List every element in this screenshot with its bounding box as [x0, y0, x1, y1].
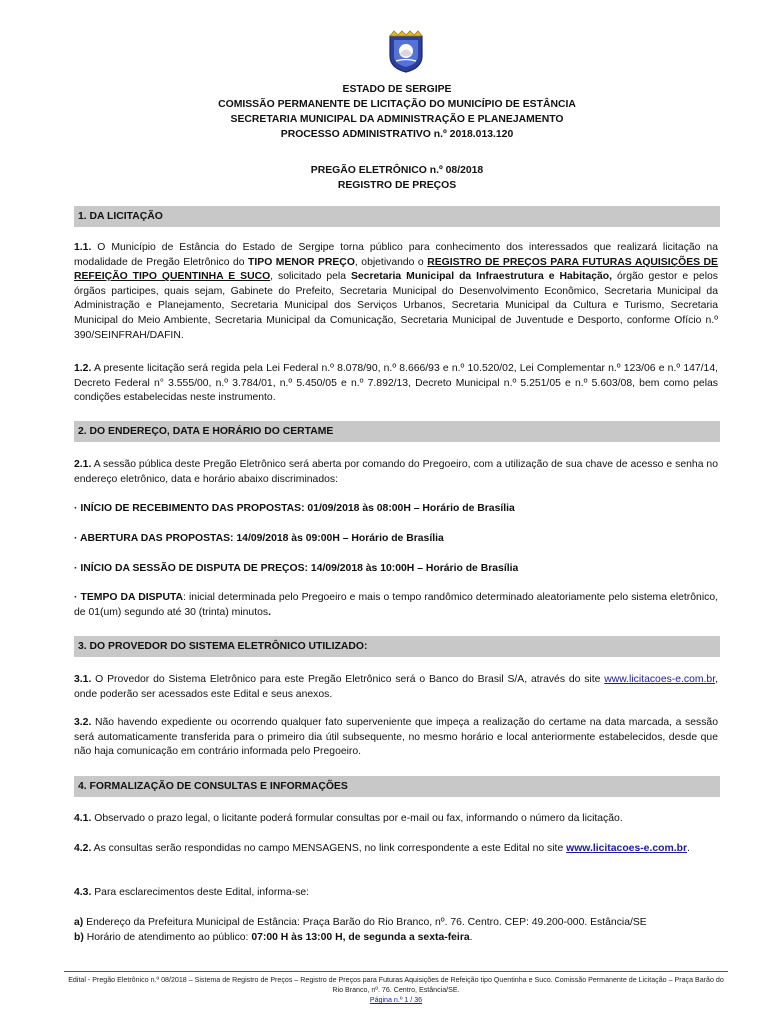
- clause-text: O Provedor do Sistema Eletrônico para este Pregão Eletrônico será o Banco do Brasil S/A, através do site: [91, 674, 605, 685]
- paragraph-1-1: [74, 241, 718, 343]
- page-number: Página n.º 1 / 36: [369, 996, 423, 1004]
- municipal-coat-of-arms-icon: [386, 30, 426, 74]
- clause-text: Observado o prazo legal, o licitante poderá formular consultas por e-mail ou fax, informando o número da licitação.: [91, 813, 623, 824]
- clause-text: As consultas serão respondidas no campo MENSAGENS, no link correspondente a este Edital no site: [91, 843, 567, 854]
- item-label: a): [74, 917, 84, 928]
- clause-text: Endereço da Prefeitura Municipal de Estância: Praça Barão do Rio Branco, nº. 76. Centro. CEP: 49.200-000. Estância/SE: [83, 917, 647, 928]
- header-line-commission: COMISSÃO PERMANENTE DE LICITAÇÃO DO MUNICÍPIO DE ESTÂNCIA: [218, 99, 576, 110]
- date-text: · INÍCIO DA SESSÃO DE DISPUTA DE PREÇOS: 14/09/2018 às 10:00H – Horário de Brasília: [74, 563, 519, 574]
- header-line-state: ESTADO DE SERGIPE: [342, 84, 452, 95]
- paragraph-1-2: [74, 362, 718, 406]
- clause-text: Para esclarecimentos deste Edital, informa-se:: [91, 887, 310, 898]
- pregao-number: PREGÃO ELETRÔNICO n.º 08/2018: [310, 165, 484, 176]
- footer-text: Edital - Pregão Eletrônico n.º 08/2018 – Sistema de Registro de Preços – Registro de Preços para Futuras Aquisições de Refeição tipo Quentinha e Suco. Comissão Permanente de Licitação – Praça Barão do Rio Branco, nº. 76. Centro, Estância/SE.: [68, 976, 724, 994]
- header-line-secretariat: SECRETARIA MUNICIPAL DA ADMINISTRAÇÃO E PLANEJAMENTO: [230, 114, 564, 125]
- section-heading-4: 4. FORMALIZAÇÃO DE CONSULTAS E INFORMAÇÕES: [74, 776, 720, 797]
- clause-text: .: [687, 843, 690, 854]
- clause-number: 1.1.: [74, 242, 92, 253]
- item-a-address: [74, 916, 718, 931]
- header-line-process: PROCESSO ADMINISTRATIVO n.º 2018.013.120: [280, 129, 514, 140]
- licitacoes-link[interactable]: www.licitacoes-e.com.br: [604, 674, 716, 685]
- dispute-time-label: · TEMPO DA DISPUTA: [74, 592, 184, 603]
- clause-text: Horário de atendimento ao público:: [83, 932, 252, 943]
- issuing-authority-header: [74, 82, 720, 142]
- page-footer: [64, 971, 728, 1005]
- clause-number: 4.1.: [74, 813, 92, 824]
- clause-number: 4.2.: [74, 843, 92, 854]
- paragraph-4-2: [74, 842, 718, 857]
- clause-text: , objetivando o: [354, 256, 428, 268]
- clause-object-text: REGISTRO DE PREÇOS PARA FUTURAS AQUISIÇÕES DE REFEIÇÃO TIPO QUENTINHA E SUCO: [74, 256, 718, 283]
- clause-text: órgão gestor e pelos órgãos participes, quais sejam, Gabinete do Prefeito, Secretaria Municipal do Desenvolvimento Econômico, Secretaria Municipal da Administração e Planejamento, Secretaria Municipal dos Serviços Urbanos, Secretaria Municipal da Cultura e Turismo, Secretaria Municipal do Meio Ambiente, Secretaria Municipal da Comunicação, Secretaria Municipal de Juventude e Desporto, conforme Ofício n.º 390/SEINFRAH/DAFIN.: [74, 271, 718, 341]
- section-heading-3: 3. DO PROVEDOR DO SISTEMA ELETRÔNICO UTILIZADO:: [74, 636, 720, 657]
- clause-bold-text: Secretaria Municipal da Infraestrutura e Habitação,: [350, 271, 613, 283]
- clause-number: 4.3.: [74, 887, 92, 898]
- item-label: b): [74, 932, 84, 943]
- dispute-time-paragraph: [74, 591, 718, 620]
- clause-text: O Município de Estância do Estado de Sergipe torna público para conhecimento dos interessados que realizará licitação na modalidade de Pregão Eletrônico do: [74, 242, 718, 268]
- clause-bold-text: TIPO MENOR PREÇO: [248, 256, 355, 268]
- clause-bold-text: 07:00 H às 13:00 H, de segunda a sexta-feira: [251, 932, 470, 943]
- paragraph-4-1: [74, 812, 718, 827]
- clause-number: 3.2.: [74, 717, 92, 728]
- clause-number: 2.1.: [74, 459, 92, 470]
- date-proposal-receipt: [74, 502, 718, 517]
- clause-number: 1.2.: [74, 363, 92, 374]
- clause-text: Não havendo expediente ou ocorrendo qualquer fato superveniente que impeça a realização do certame na data marcada, a sessão será automaticamente transferida para o primeiro dia útil subsequente, no mesmo horário e local anteriormente estabelecidos, desde que não haja comunicação em contrário informada pelo Pregoeiro.: [74, 717, 718, 758]
- licitacoes-link[interactable]: www.licitacoes-e.com.br: [566, 843, 687, 854]
- clause-text: A sessão pública deste Pregão Eletrônico será aberta por comando do Pregoeiro, com a utilização de sua chave de acesso e senha no endereço eletrônico, data e horário abaixo discriminados:: [74, 459, 718, 485]
- clause-number: 3.1.: [74, 674, 92, 685]
- paragraph-3-2: [74, 716, 718, 760]
- item-b-hours: [74, 931, 718, 946]
- clause-text: A presente licitação será regida pela Lei Federal n.º 8.078/90, n.º 8.666/93 e n.º 10.520/02, Lei Complementar n.º 123/06 e n.º 147/14, Decreto Federal n° 3.555/00, n.º 3.784/01, n.º 5.450/05 e n.º 7.892/13, Decreto Municipal n.º 5.251/05 e n.º 5.603/08, bem como pelas condições estabelecidas neste instrumento.: [74, 363, 718, 404]
- date-text: · INÍCIO DE RECEBIMENTO DAS PROPOSTAS: 01/09/2018 às 08:00H – Horário de Brasília: [74, 503, 515, 514]
- tender-title: [74, 163, 720, 193]
- date-text: · ABERTURA DAS PROPOSTAS: 14/09/2018 às 09:00H – Horário de Brasília: [74, 533, 444, 544]
- paragraph-2-1: [74, 458, 718, 487]
- section-heading-1: 1. DA LICITAÇÃO: [74, 206, 720, 227]
- paragraph-4-3: [74, 886, 718, 901]
- date-proposal-opening: [74, 532, 718, 547]
- section-heading-2: 2. DO ENDEREÇO, DATA E HORÁRIO DO CERTAME: [74, 421, 720, 442]
- date-dispute-session: [74, 562, 718, 577]
- clause-text: .: [469, 932, 473, 943]
- clause-text: .: [268, 606, 271, 618]
- clause-text: , solicitado pela: [270, 271, 351, 283]
- clause-text: : inicial determinada pelo Pregoeiro e mais o tempo randômico determinado aleatoriamente pelo sistema eletrônico, de 01(um) segundo até 30 (trinta) minutos: [74, 592, 718, 618]
- clause-text: , onde poderão ser acessados este Edital e seus anexos.: [74, 674, 718, 700]
- registro-precos: REGISTRO DE PREÇOS: [337, 180, 457, 191]
- paragraph-3-1: [74, 673, 718, 702]
